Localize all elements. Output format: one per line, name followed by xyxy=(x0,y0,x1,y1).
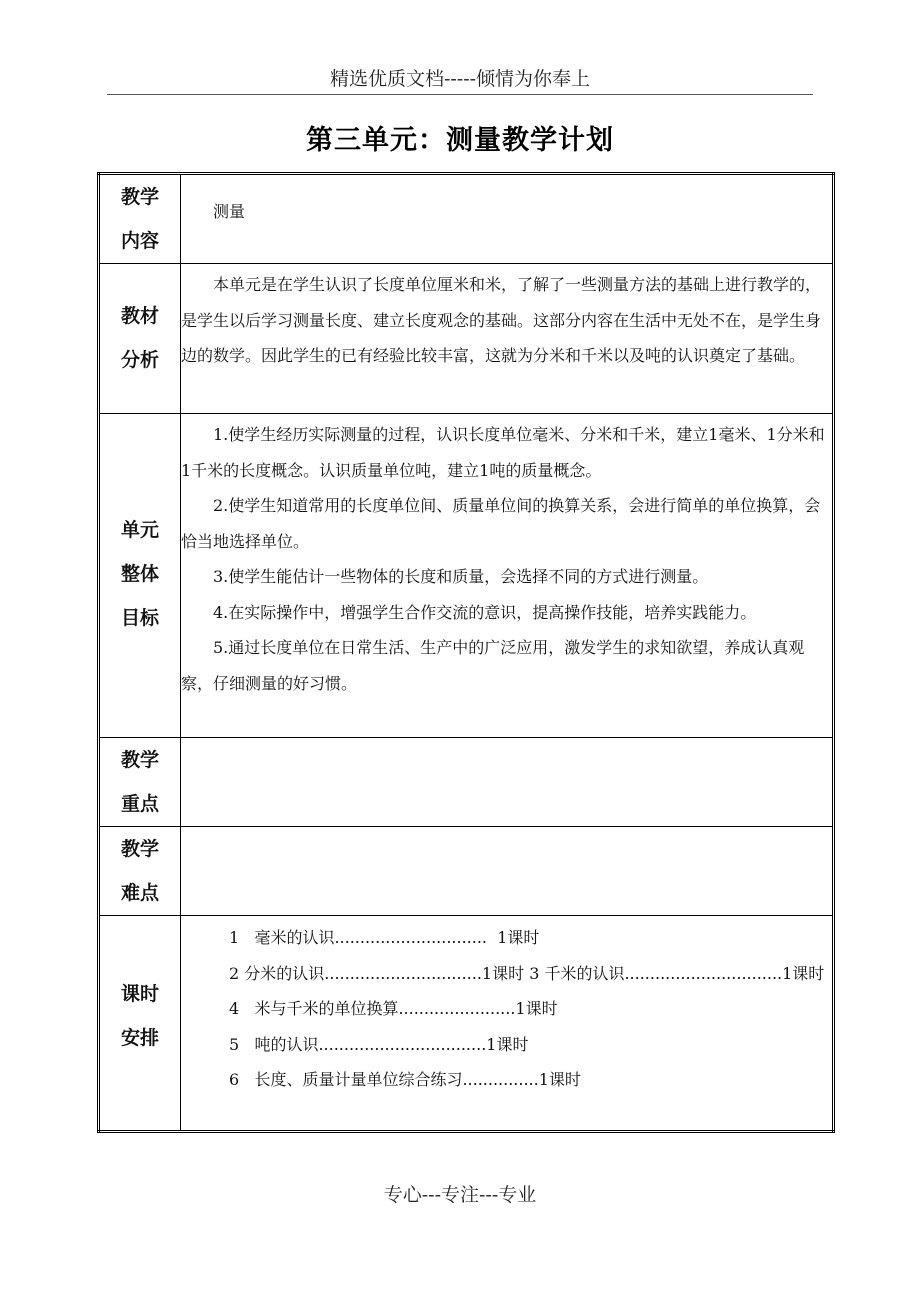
label-line: 课时 xyxy=(120,983,159,1005)
label-line: 内容 xyxy=(120,230,159,252)
table-row-difficulties xyxy=(99,827,834,916)
header-divider xyxy=(107,94,813,95)
label-line: 目标 xyxy=(120,607,159,629)
table-row-analysis xyxy=(99,264,834,414)
page-footer: 专心---专注---专业 xyxy=(383,1184,537,1206)
page-header: 精选优质文档-----倾情为你奉上 xyxy=(329,68,591,90)
cell-schedule xyxy=(181,916,834,1132)
schedule-item: 2 分米的认识...............................1课时 3 千米的认识...............................1课时 xyxy=(229,963,825,983)
schedule-item: 6 长度、质量计量单位综合练习...............1课时 xyxy=(229,1070,581,1089)
schedule-item: 4 米与千米的单位换算.......................1课时 xyxy=(229,999,558,1018)
table-row-content xyxy=(99,174,834,264)
row-label-schedule xyxy=(99,916,181,1132)
label-line: 教学 xyxy=(120,186,159,208)
cell-analysis xyxy=(181,264,834,414)
cell-difficulties xyxy=(181,827,834,916)
row-label-goals xyxy=(99,414,181,738)
goal-item: 5.通过长度单位在日常生活、生产中的广泛应用，激发学生的求知欲望，养成认真观察，仔细测量的好习惯。 xyxy=(181,638,805,693)
cell-goals xyxy=(181,414,834,738)
teaching-plan-table xyxy=(97,172,835,1133)
label-line: 整体 xyxy=(120,563,159,585)
row-label-key-points xyxy=(99,738,181,827)
label-line: 教学 xyxy=(120,749,159,771)
page-title: 第三单元：测量教学计划 xyxy=(306,125,614,156)
row-label-content xyxy=(99,174,181,264)
goal-item: 3.使学生能估计一些物体的长度和质量，会选择不同的方式进行测量。 xyxy=(213,567,709,586)
goal-item: 4.在实际操作中，增强学生合作交流的意识，提高操作技能，培养实践能力。 xyxy=(213,602,757,622)
row-label-difficulties xyxy=(99,827,181,916)
goal-item: 2.使学生知道常用的长度单位间、质量单位间的换算关系，会进行简单的单位换算，会恰当地选择单位。 xyxy=(181,496,821,551)
label-line: 单元 xyxy=(120,519,159,541)
goal-item: 1.使学生经历实际测量的过程，认识长度单位毫米、分米和千米，建立1毫米、1分米和1千米的长度概念。认识质量单位吨，建立1吨的质量概念。 xyxy=(181,425,825,480)
cell-key-points xyxy=(181,738,834,827)
label-line: 分析 xyxy=(120,349,159,371)
table-row-goals xyxy=(99,414,834,738)
schedule-item: 1 毫米的认识.............................. 1课时 xyxy=(229,928,540,947)
schedule-item: 5 吨的认识.................................1课时 xyxy=(229,1034,529,1054)
analysis-text: 本单元是在学生认识了长度单位厘米和米，了解了一些测量方法的基础上进行教学的，是学生以后学习测量长度、建立长度观念的基础。这部分内容在生活中无处不在，是学生身边的数学。因此学生的已有经验比较丰富，这就为分米和千米以及吨的认识奠定了基础。 xyxy=(181,275,822,365)
table-row-schedule xyxy=(99,916,834,1132)
label-line: 教学 xyxy=(120,838,159,860)
label-line: 教材 xyxy=(120,305,159,327)
label-line: 重点 xyxy=(120,793,159,815)
cell-content xyxy=(181,174,834,264)
label-line: 安排 xyxy=(120,1027,159,1049)
label-line: 难点 xyxy=(120,882,159,904)
row-label-analysis xyxy=(99,264,181,414)
content-value: 测量 xyxy=(213,202,246,221)
table-row-key-points xyxy=(99,738,834,827)
